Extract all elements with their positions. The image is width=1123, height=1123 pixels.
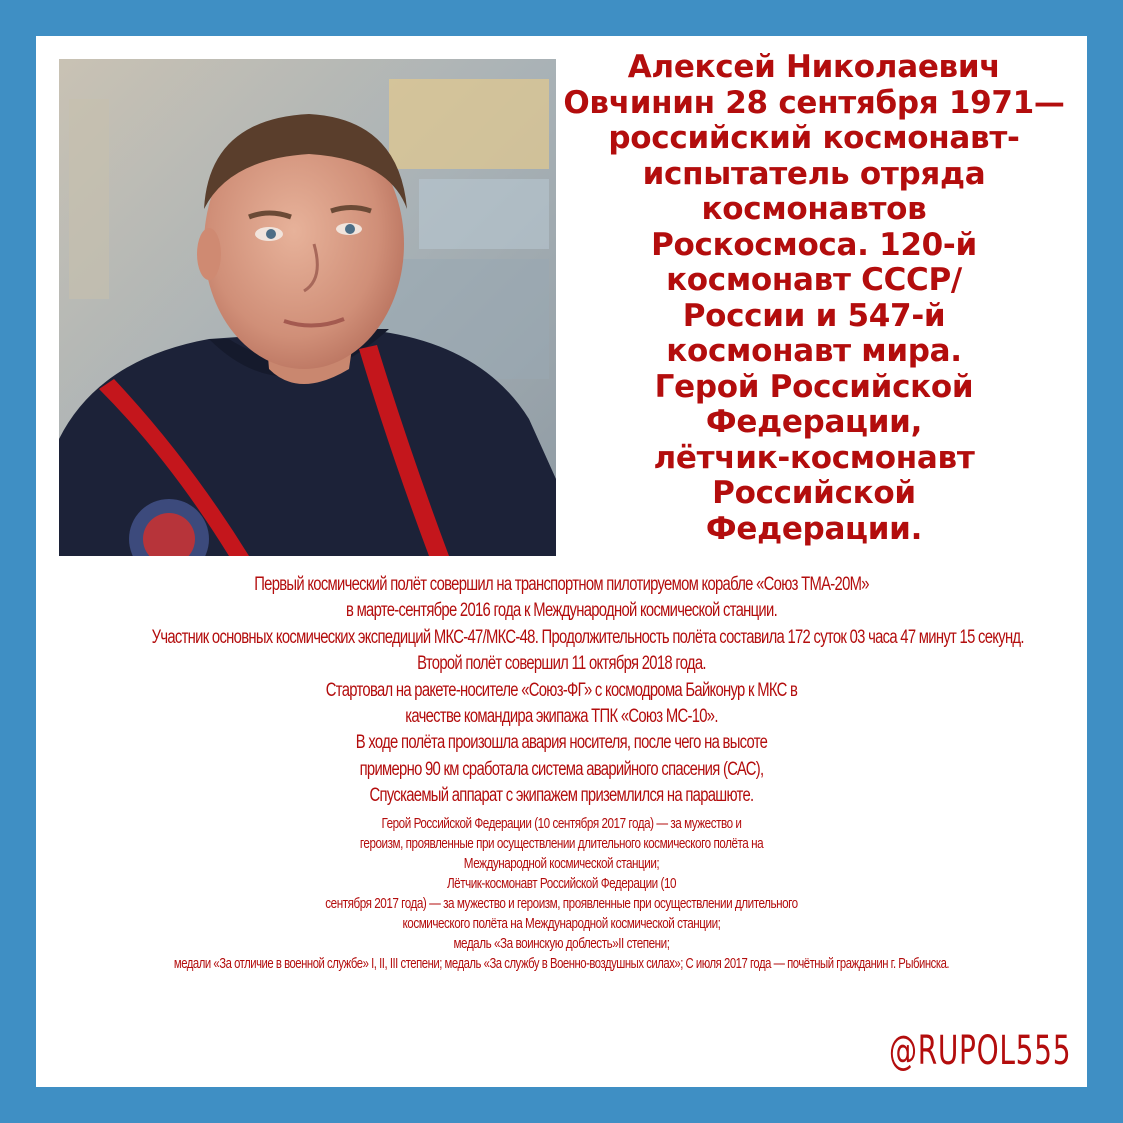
- flights-line: в марте-сентябре 2016 года к Международной космической станции.: [345, 600, 777, 622]
- headline-line: космонавт мира.: [666, 333, 962, 369]
- headline-line: испытатель отряда: [642, 155, 986, 192]
- flights-line: Стартовал на ракете-носителе «Союз-ФГ» с космодрома Байконур к МКС в: [325, 679, 798, 701]
- awards-line: Международной космической станции;: [463, 854, 660, 872]
- headline: [554, 50, 1074, 547]
- awards-line: сентября 2017 года) — за мужество и героизм, проявленные при осуществлении длительного: [325, 894, 798, 912]
- awards-paragraph: [36, 814, 1087, 974]
- awards-line: Лётчик-космонавт Российской Федерации (10: [446, 874, 677, 892]
- awards-line: медаль «За воинскую доблесть»II степени;: [453, 934, 670, 952]
- flights-line: В ходе полёта произошла авария носителя, после чего на высоте: [355, 732, 768, 754]
- headline-line: Герой Российской: [654, 368, 974, 405]
- flights-paragraph: [36, 572, 1087, 810]
- flights-line: Первый космический полёт совершил на транспортном пилотируемом корабле «Союз ТМА-20М»: [254, 574, 869, 595]
- headline-line: Российской: [712, 475, 916, 511]
- awards-line: космического полёта на Международной космической станции;: [402, 914, 721, 932]
- headline-line: Овчинин 28 сентября 1971—: [563, 84, 1065, 121]
- card: [36, 36, 1087, 1087]
- headline-line: российский космонавт-: [608, 120, 1020, 156]
- flights-line: примерно 90 км сработала система аварийного спасения (САС),: [359, 758, 764, 780]
- flights-line: Участник основных космических экспедиций МКС-47/МКС-48. Продолжительность полёта составила 172 суток 03 часа 47 минут 15 секунд.: [151, 626, 1024, 648]
- headline-line: Роскосмоса. 120-й: [651, 226, 977, 263]
- headline-line: космонавт СССР/: [666, 262, 962, 298]
- biography-text: [36, 572, 1087, 974]
- headline-line: космонавтов: [701, 191, 927, 227]
- headline-line: Федерации.: [705, 510, 923, 547]
- headline-line: Алексей Николаевич: [627, 49, 1001, 85]
- awards-line: медали «За отличие в военной службе» I, II, III степени; медаль «За службу в Военно-воздушных силах»; С июля 2017 года — почётный гражданин г. Рыбинска.: [173, 955, 950, 972]
- portrait-illustration: [59, 59, 556, 556]
- awards-line: Герой Российской Федерации (10 сентября 2017 года) — за мужество и: [381, 814, 742, 832]
- author-handle: @RUPOL555: [889, 1028, 1072, 1074]
- flights-line: качестве командира экипажа ТПК «Союз МС-10».: [405, 706, 718, 728]
- portrait-photo: [59, 59, 556, 556]
- flights-line: Второй полёт совершил 11 октября 2018 года.: [417, 653, 706, 675]
- flights-line: Спускаемый аппарат с экипажем приземлился на парашюте.: [369, 785, 754, 807]
- headline-line: России и 547-й: [682, 297, 946, 334]
- awards-line: героизм, проявленные при осуществлении длительного космического полёта на: [359, 834, 764, 852]
- headline-line: лётчик-космонавт: [653, 439, 975, 476]
- headline-line: Федерации,: [705, 404, 923, 440]
